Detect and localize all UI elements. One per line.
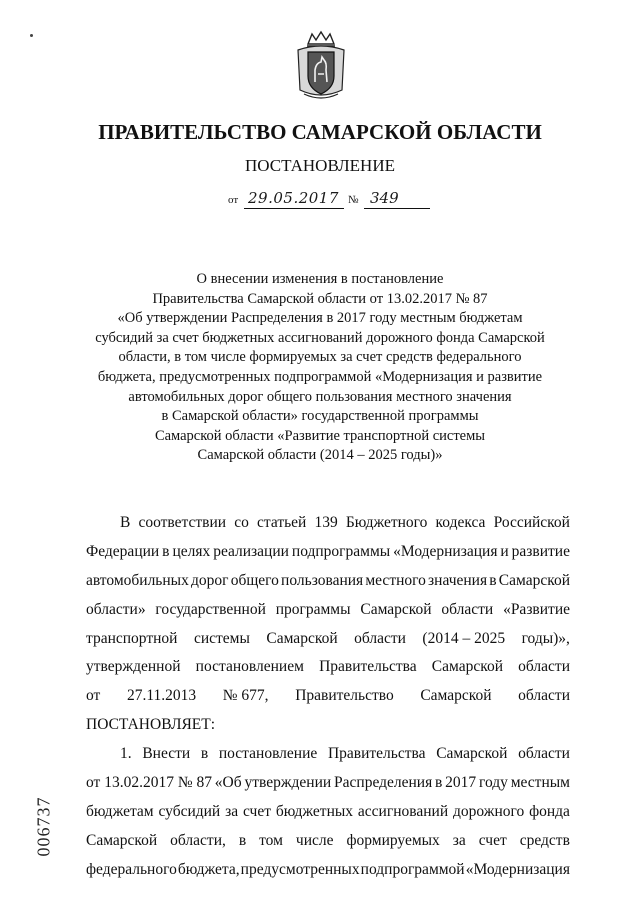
body-line <box>86 567 570 596</box>
subject-line: Правительства Самарской области от 13.02.2017 № 87 <box>152 290 488 307</box>
body-word: государственной <box>155 600 266 618</box>
body-word: ассигнований <box>357 802 449 820</box>
body-word: формируемых <box>346 831 440 849</box>
body-word: кодекса <box>435 514 486 531</box>
subject-line: Самарской области «Развитие транспортной системы <box>154 427 486 444</box>
subject-line: бюджета, предусмотренных подпрограммой «Модернизация и развитие <box>97 368 543 385</box>
body-line <box>86 769 570 798</box>
body-word: том <box>259 831 283 849</box>
body-word: федерального <box>86 860 177 878</box>
body-word: Самарской <box>436 745 508 763</box>
body-word: счет <box>478 831 507 849</box>
body-line <box>86 740 570 769</box>
body-word: подпрограммы <box>291 542 391 560</box>
body-word: «Модернизация <box>393 542 498 560</box>
body-word: Самарской <box>498 571 570 589</box>
body-line <box>86 538 570 567</box>
body-word: дорог <box>191 571 229 589</box>
body-word: за <box>452 831 466 849</box>
body-word: дорожного <box>452 802 525 820</box>
body-word: автомобильных <box>86 571 189 589</box>
body-word: области <box>518 745 570 763</box>
subject-line: в Самарской области» государственной программы <box>161 408 479 425</box>
body-word: от 13.02.2017 № 87 <box>86 774 212 792</box>
body-word: области <box>354 629 406 647</box>
body-word: области <box>518 658 570 676</box>
samara-coat-of-arms-icon <box>296 30 346 102</box>
body-word: Правительство <box>295 687 394 705</box>
body-word: В <box>120 514 131 531</box>
body-word: утверждении <box>244 774 332 792</box>
body-word: Федерации <box>86 542 160 560</box>
body-word: Внести <box>142 745 191 763</box>
document-body <box>86 509 570 885</box>
body-line <box>86 798 570 827</box>
body-word: 139 <box>314 514 338 531</box>
body-line <box>86 711 570 740</box>
body-word: бюджета, <box>177 860 240 878</box>
serial-number-text: 006737 <box>33 796 54 857</box>
number-underline <box>364 208 430 209</box>
body-word: «Развитие <box>503 600 570 618</box>
date-prefix: от <box>228 194 239 206</box>
body-word: фонда <box>529 802 570 820</box>
body-word: 1. <box>120 745 132 763</box>
side-serial-number <box>33 790 60 862</box>
body-word: области, <box>170 831 226 849</box>
body-word: системы <box>193 629 250 647</box>
body-word: годы)», <box>521 629 570 647</box>
body-line <box>86 827 570 856</box>
handwritten-date: 29.05.2017 <box>248 189 339 207</box>
body-word: значения <box>428 571 488 589</box>
body-word: ПОСТАНОВЛЯЕТ: <box>86 716 216 734</box>
body-word: в <box>200 745 209 763</box>
body-word: программы <box>275 600 351 618</box>
body-word: счет <box>242 802 271 820</box>
body-word: Бюджетного <box>345 514 428 531</box>
body-word: и <box>500 542 509 560</box>
body-word: 2017 <box>445 774 477 792</box>
body-word: области <box>518 687 570 705</box>
body-word: бюджетных <box>275 802 354 820</box>
document-type: ПОСТАНОВЛЕНИЕ <box>244 156 395 175</box>
body-word: Правительства <box>319 658 417 676</box>
scan-speck <box>30 34 33 37</box>
body-word: области <box>441 600 494 618</box>
body-word: утвержденной <box>86 658 181 676</box>
body-line <box>86 653 570 682</box>
body-word: в <box>435 774 443 792</box>
body-word: Российской <box>493 514 570 531</box>
body-word: пользования <box>281 571 364 589</box>
body-line <box>86 625 570 654</box>
subject-line: Самарской области (2014 – 2025 годы)» <box>197 447 443 464</box>
body-word: целях <box>172 542 211 560</box>
body-word: «Об <box>214 774 242 792</box>
document-subject <box>80 270 560 466</box>
body-line <box>86 856 570 885</box>
subject-line: «Об утверждении Распределения в 2017 году местным бюджетам <box>117 310 523 327</box>
body-word: развитие <box>511 542 570 560</box>
body-word: Самарской <box>431 658 503 676</box>
body-word: от <box>86 687 101 705</box>
body-word: транспортной <box>86 629 178 647</box>
subject-line: субсидий за счет бюджетных ассигнований дорожного фонда Самарской <box>95 329 545 346</box>
handwritten-number: 349 <box>370 189 399 207</box>
government-title: ПРАВИТЕЛЬСТВО САМАРСКОЙ ОБЛАСТИ <box>98 120 542 144</box>
body-word: местного <box>365 571 426 589</box>
body-word: Самарской <box>420 687 492 705</box>
body-word: реализации <box>213 542 289 560</box>
number-prefix: № <box>348 194 359 206</box>
subject-line: области, в том числе формируемых за счет средств федерального <box>118 349 522 366</box>
body-word: году <box>478 774 508 792</box>
body-word: (2014 – 2025 <box>422 629 506 647</box>
body-word: постановление <box>218 745 318 763</box>
body-word: со <box>234 514 249 531</box>
body-word: Правительства <box>327 745 426 763</box>
body-word: № 677, <box>222 687 269 705</box>
body-word: предусмотренных <box>240 860 360 878</box>
date-underline <box>244 208 344 209</box>
body-word: за <box>225 802 239 820</box>
body-word: в <box>489 571 497 589</box>
body-word: общего <box>230 571 279 589</box>
body-word: области» <box>86 600 146 618</box>
body-word: «Модернизация <box>465 860 570 878</box>
body-line <box>86 509 570 538</box>
body-word: соответствии <box>138 514 227 531</box>
body-line <box>86 596 570 625</box>
body-word: Самарской <box>86 831 158 849</box>
body-word: 27.11.2013 <box>126 687 197 705</box>
body-word: Самарской <box>266 629 338 647</box>
body-word: статьей <box>257 514 307 531</box>
body-word: числе <box>295 831 334 849</box>
subject-line: автомобильных дорог общего пользования местного значения <box>128 388 512 405</box>
body-word: средств <box>519 831 570 849</box>
body-word: постановлением <box>195 658 304 676</box>
body-word: в <box>238 831 247 849</box>
body-word: субсидий <box>158 802 221 820</box>
body-word: Самарской <box>360 600 432 618</box>
body-word: Распределения <box>334 774 433 792</box>
body-word: местным <box>510 774 570 792</box>
date-number-line <box>224 188 434 212</box>
body-word: бюджетам <box>86 802 154 820</box>
body-word: в <box>162 542 170 560</box>
body-line <box>86 682 570 711</box>
subject-line: О внесении изменения в постановление <box>196 271 444 287</box>
body-word: подпрограммой <box>360 860 465 878</box>
